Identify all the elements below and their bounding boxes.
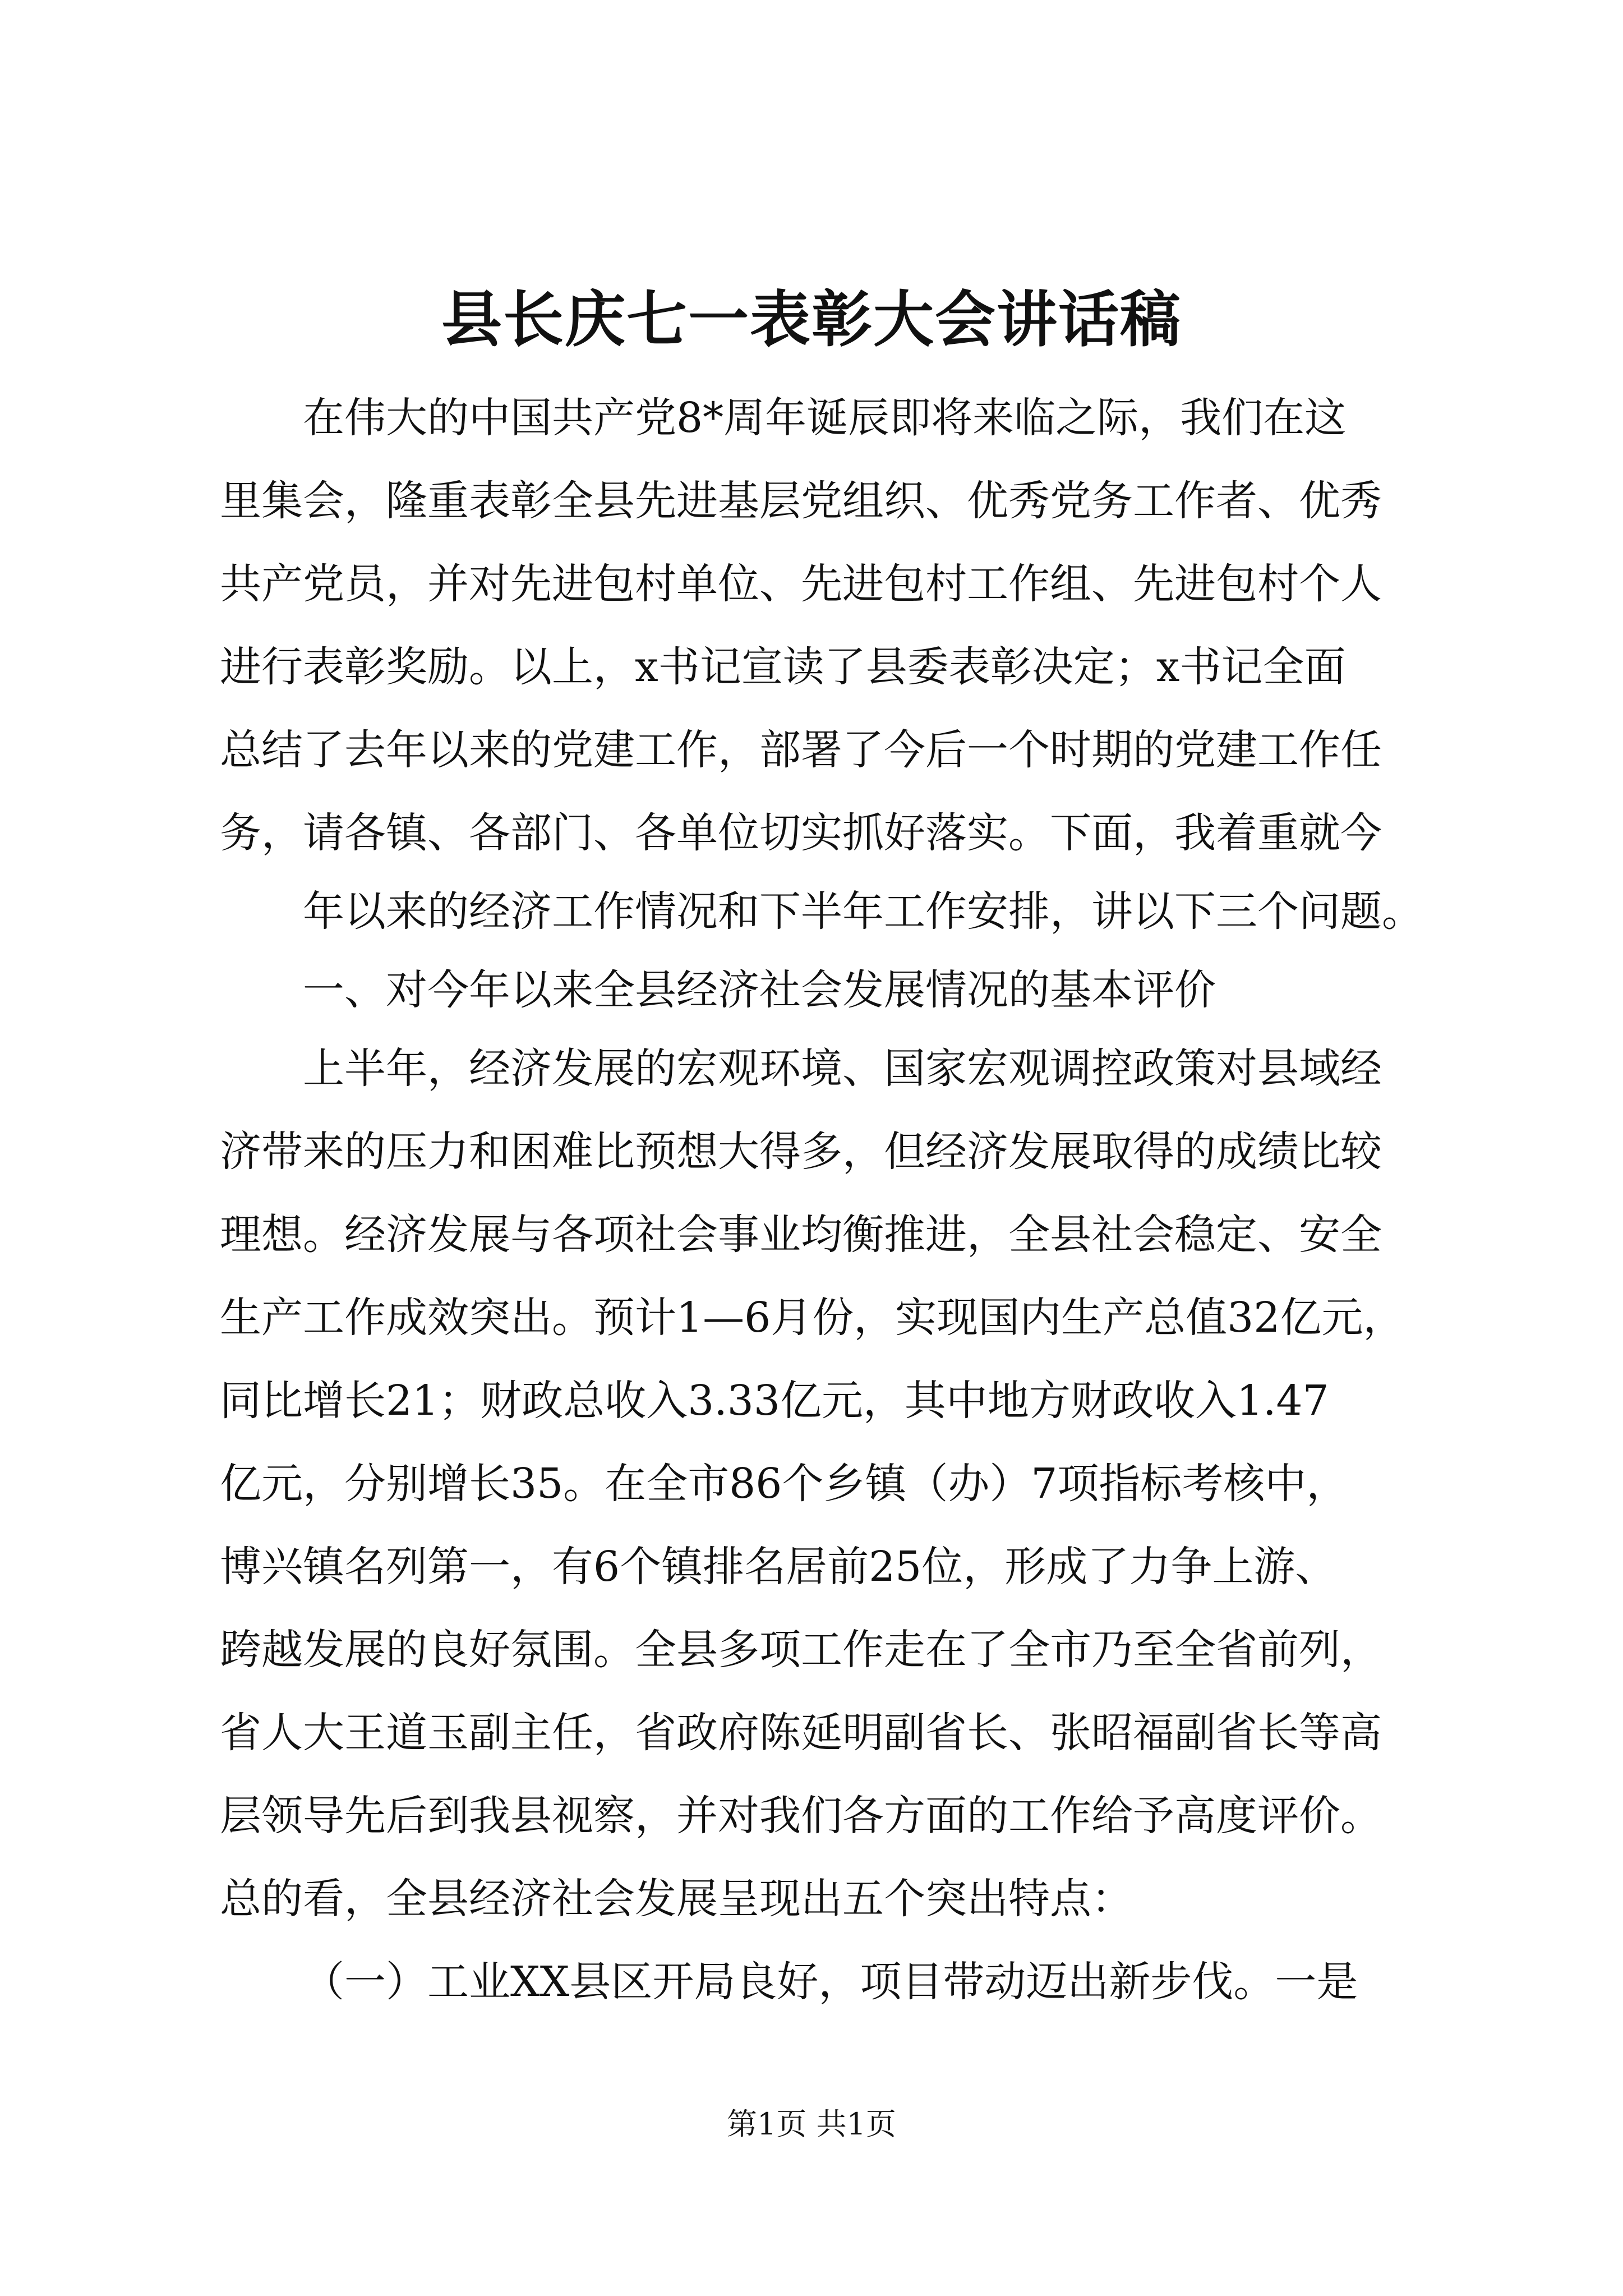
section-heading: 一、对今年以来全县经济社会发展情况的基本评价 [303,966,1216,1014]
body-line: 层领导先后到我县视察，并对我们各方面的工作给予高度评价。 [220,1792,1382,1840]
body-line: 在伟大的中国共产党8*周年诞辰即将来临之际，我们在这 [303,394,1347,442]
subsection-heading: （一）工业XX县区开局良好，项目带动迈出新步伐。一是 [303,1958,1358,2006]
body-line: 务，请各镇、各部门、各单位切实抓好落实。下面，我着重就今 [220,809,1382,857]
body-line: 理想。经济发展与各项社会事业均衡推进，全县社会稳定、安全 [220,1211,1382,1259]
document-title: 县长庆七一表彰大会讲话稿 [441,284,1182,355]
body-line: 总的看，全县经济社会发展呈现出五个突出特点： [220,1875,1133,1923]
body-line: 年以来的经济工作情况和下半年工作安排，讲以下三个问题。 [303,887,1423,936]
body-line: 进行表彰奖励。以上，x书记宣读了县委表彰决定；x书记全面 [220,643,1346,691]
body-line: 总结了去年以来的党建工作，部署了今后一个时期的党建工作任 [220,726,1382,774]
page-indicator: 第1页 共1页 [727,2106,896,2142]
body-line: 博兴镇名列第一，有6个镇排名居前25位，形成了力争上游、 [220,1543,1337,1591]
body-line: 生产工作成效突出。预计1—6月份，实现国内生产总值32亿元， [220,1294,1405,1342]
body-line: 同比增长21；财政总收入3.33亿元，其中地方财政收入1.47 [220,1377,1329,1425]
body-line: 里集会，隆重表彰全县先进基层党组织、优秀党务工作者、优秀 [220,477,1382,525]
body-line: 上半年，经济发展的宏观环境、国家宏观调控政策对县域经 [303,1045,1382,1093]
body-line: 跨越发展的良好氛围。全县多项工作走在了全市乃至全省前列， [220,1626,1382,1674]
body-line: 省人大王道玉副主任，省政府陈延明副省长、张昭福副省长等高 [220,1709,1382,1757]
body-line: 共产党员，并对先进包村单位、先进包村工作组、先进包村个人 [220,560,1382,608]
body-line: 济带来的压力和困难比预想大得多，但经济发展取得的成绩比较 [220,1128,1382,1176]
body-line: 亿元，分别增长35。在全市86个乡镇（办）7项指标考核中， [220,1460,1348,1508]
